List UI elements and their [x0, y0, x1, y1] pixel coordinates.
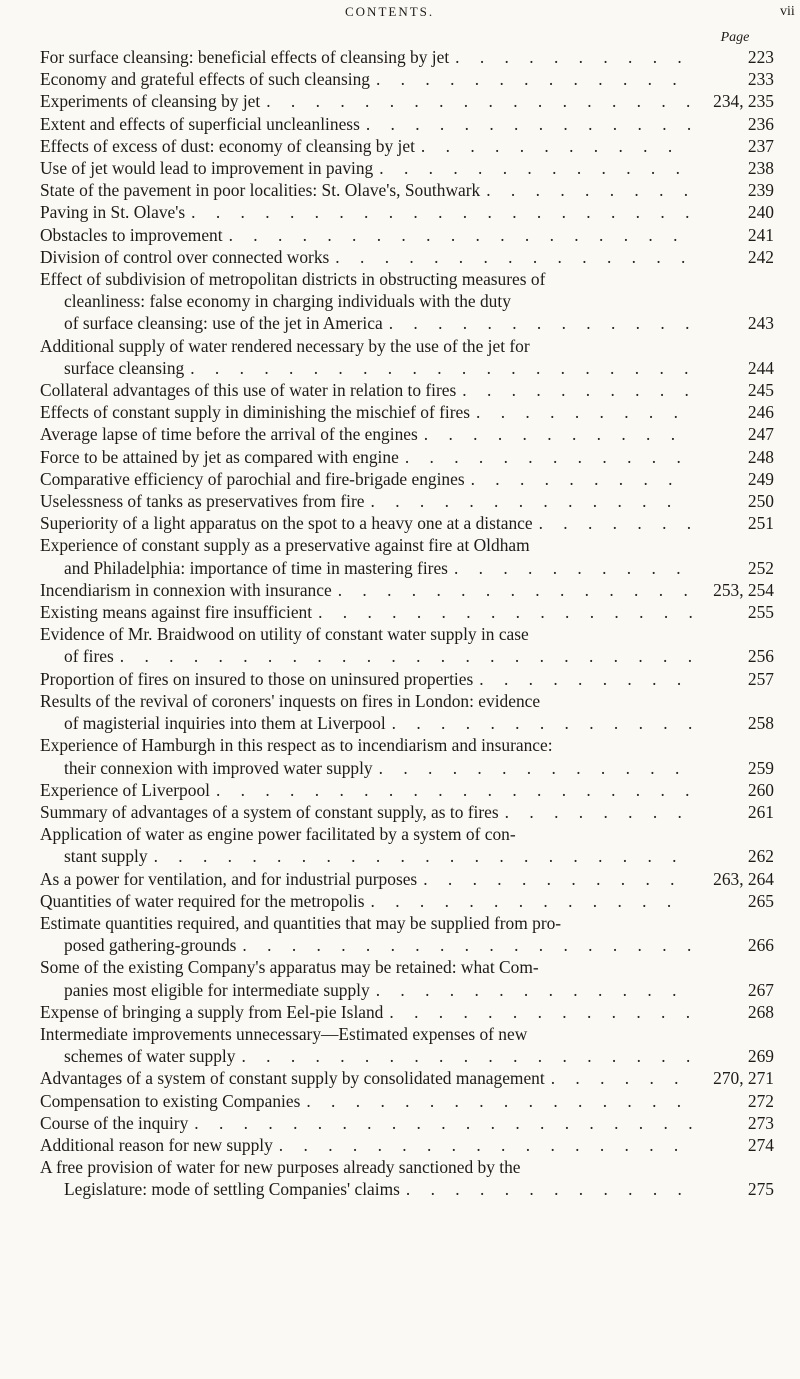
toc-entry-line: [40, 845, 786, 867]
toc-page-number: 253, 254: [713, 579, 774, 600]
toc-entry: [40, 423, 786, 445]
toc-page-number: 268: [747, 1001, 774, 1022]
dot-leader: [465, 468, 692, 490]
toc-page-number: 262: [747, 846, 774, 867]
dot-leader: [545, 1067, 692, 1089]
toc-entry: [40, 401, 786, 423]
toc-entry-line: [40, 1178, 786, 1200]
toc-page-number: 270, 271: [713, 1068, 774, 1089]
dot-leader: [114, 645, 692, 667]
toc-entry: [40, 46, 786, 68]
toc-entry-line: [40, 90, 786, 112]
table-of-contents: [40, 46, 786, 1201]
toc-entry-text: Legislature: mode of settling Companies' claims: [64, 1179, 400, 1200]
toc-page-number: 256: [747, 646, 774, 667]
toc-entry: [40, 690, 786, 734]
toc-entry-line: [40, 1134, 786, 1156]
dot-leader: [373, 157, 692, 179]
toc-entry-text: Incendiarism in connexion with insurance: [40, 579, 332, 600]
toc-entry-text: Economy and grateful effects of such cleansing: [40, 69, 370, 90]
toc-entry-text: Additional reason for new supply: [40, 1134, 273, 1155]
dot-leader: [235, 1045, 692, 1067]
toc-entry-line: [40, 601, 786, 623]
toc-entry-text: cleanliness: false economy in charging individuals with the duty: [64, 291, 511, 312]
toc-page-number: 248: [747, 446, 774, 467]
toc-entry: [40, 823, 786, 867]
toc-entry-text: posed gathering-grounds: [64, 935, 237, 956]
toc-entry-line: [40, 757, 786, 779]
toc-page-number: 265: [747, 890, 774, 911]
toc-page-number: 259: [747, 757, 774, 778]
toc-entry-text: Estimate quantities required, and quantities that may be supplied from pro-: [40, 912, 562, 933]
toc-entry-text: of magisterial inquiries into them at Liverpool: [64, 713, 386, 734]
dot-leader: [236, 934, 692, 956]
toc-page-number: 247: [747, 424, 774, 445]
dot-leader: [184, 357, 692, 379]
toc-entry-line: [40, 357, 786, 379]
toc-entry-text: Obstacles to improvement: [40, 224, 223, 245]
toc-entry: [40, 779, 786, 801]
toc-entry: [40, 1067, 786, 1089]
toc-entry-text: Effect of subdivision of metropolitan districts in obstructing measures of: [40, 269, 546, 290]
toc-entry-line: [40, 979, 786, 1001]
toc-entry-text: Average lapse of time before the arrival of the engines: [40, 424, 418, 445]
toc-page-number: 269: [747, 1046, 774, 1067]
toc-entry-line: [40, 224, 786, 246]
toc-entry-text: their connexion with improved water supply: [64, 757, 373, 778]
toc-entry-text: Uselessness of tanks as preservatives from fire: [40, 491, 365, 512]
dot-leader: [383, 312, 692, 334]
toc-entry-text: Experience of constant supply as a preservative against fire at Oldham: [40, 535, 530, 556]
toc-page-number: 258: [747, 713, 774, 734]
dot-leader: [473, 668, 692, 690]
toc-entry-line: [40, 823, 786, 845]
toc-entry: [40, 601, 786, 623]
toc-entry-line: [40, 157, 786, 179]
toc-page-number: 272: [747, 1090, 774, 1111]
folio-number: vii: [780, 4, 795, 19]
toc-entry-line: [40, 734, 786, 756]
toc-entry-line: [40, 335, 786, 357]
toc-page-number: 274: [747, 1134, 774, 1155]
toc-entry: [40, 734, 786, 778]
dot-leader: [148, 845, 692, 867]
toc-entry-text: State of the pavement in poor localities: St. Olave's, Southwark: [40, 180, 481, 201]
toc-entry-text: Superiority of a light apparatus on the spot to a heavy one at a distance: [40, 513, 533, 534]
toc-entry-line: [40, 534, 786, 556]
toc-entry-text: Evidence of Mr. Braidwood on utility of constant water supply in case: [40, 624, 529, 645]
dot-leader: [260, 90, 692, 112]
toc-page-number: 249: [747, 468, 774, 489]
toc-entry-line: [40, 868, 786, 890]
toc-page-number: 238: [747, 158, 774, 179]
toc-entry-text: Existing means against fire insufficient: [40, 602, 313, 623]
toc-entry: [40, 179, 786, 201]
toc-entry-line: [40, 490, 786, 512]
toc-entry-text: Use of jet would lead to improvement in paving: [40, 158, 374, 179]
toc-entry: [40, 157, 786, 179]
toc-page-number: 233: [747, 69, 774, 90]
toc-entry-text: Additional supply of water rendered necessary by the use of the jet for: [40, 335, 530, 356]
toc-entry: [40, 135, 786, 157]
toc-entry-line: [40, 446, 786, 468]
toc-entry: [40, 90, 786, 112]
dot-leader: [370, 68, 692, 90]
dot-leader: [448, 557, 692, 579]
toc-page-number: 223: [747, 47, 774, 67]
toc-entry-text: surface cleansing: [64, 357, 185, 378]
toc-entry-line: [40, 312, 786, 334]
toc-entry-text: A free provision of water for new purposes already sanctioned by the: [40, 1157, 521, 1178]
dot-leader: [400, 1178, 692, 1200]
toc-entry-line: [40, 290, 786, 312]
toc-entry-line: [40, 801, 786, 823]
toc-entry: [40, 1001, 786, 1023]
toc-entry-line: [40, 1067, 786, 1089]
toc-entry-text: Experience of Hamburgh in this respect as to incendiarism and insurance:: [40, 735, 553, 756]
toc-entry-line: [40, 557, 786, 579]
toc-entry-text: Results of the revival of coroners' inquests on fires in London: evidence: [40, 690, 541, 711]
toc-entry: [40, 1134, 786, 1156]
toc-page-number: 251: [747, 513, 774, 534]
dot-leader: [480, 179, 692, 201]
dot-leader: [223, 224, 692, 246]
toc-entry-text: stant supply: [64, 846, 148, 867]
toc-entry-line: [40, 956, 786, 978]
toc-page-number: 241: [747, 224, 774, 245]
toc-entry: [40, 1156, 786, 1200]
toc-page-number: 246: [747, 402, 774, 423]
toc-page-number: 240: [747, 202, 774, 223]
toc-entry-line: [40, 934, 786, 956]
toc-entry-line: [40, 579, 786, 601]
dot-leader: [365, 490, 692, 512]
toc-entry: [40, 1023, 786, 1067]
toc-entry: [40, 268, 786, 335]
dot-leader: [499, 801, 692, 823]
toc-entry-line: [40, 1001, 786, 1023]
toc-entry-line: [40, 46, 786, 68]
dot-leader: [312, 601, 692, 623]
dot-leader: [533, 512, 692, 534]
toc-entry-line: [40, 468, 786, 490]
dot-leader: [365, 890, 692, 912]
dot-leader: [383, 1001, 692, 1023]
dot-leader: [370, 979, 692, 1001]
toc-entry-line: [40, 690, 786, 712]
dot-leader: [210, 779, 692, 801]
toc-entry-line: [40, 68, 786, 90]
toc-entry-text: Summary of advantages of a system of constant supply, as to fires: [40, 801, 499, 822]
toc-entry-text: of surface cleansing: use of the jet in America: [64, 313, 383, 334]
running-title: CONTENTS.: [345, 4, 435, 19]
toc-entry: [40, 912, 786, 956]
toc-entry-text: As a power for ventilation, and for industrial purposes: [40, 868, 418, 889]
dot-leader: [273, 1134, 692, 1156]
toc-entry-text: Effects of excess of dust: economy of cleansing by jet: [40, 135, 415, 156]
toc-entry: [40, 1090, 786, 1112]
toc-entry-line: [40, 668, 786, 690]
dot-leader: [360, 113, 692, 135]
toc-entry-text: Comparative efficiency of parochial and fire-brigade engines: [40, 468, 465, 489]
toc-entry-line: [40, 1023, 786, 1045]
toc-entry: [40, 534, 786, 578]
toc-page-number: 257: [747, 668, 774, 689]
toc-entry-line: [40, 423, 786, 445]
toc-entry-text: and Philadelphia: importance of time in mastering fires: [64, 557, 448, 578]
toc-entry-text: Advantages of a system of constant supply by consolidated management: [40, 1068, 545, 1089]
dot-leader: [185, 201, 692, 223]
toc-page-number: 237: [747, 135, 774, 156]
toc-entry-line: [40, 1156, 786, 1178]
toc-entry-text: schemes of water supply: [64, 1046, 236, 1067]
toc-entry: [40, 956, 786, 1000]
toc-page-number: 275: [747, 1179, 774, 1200]
toc-entry: [40, 224, 786, 246]
toc-page-number: 263, 264: [713, 868, 774, 889]
dot-leader: [399, 446, 692, 468]
toc-entry-text: Expense of bringing a supply from Eel-pie Island: [40, 1001, 384, 1022]
toc-entry-text: Division of control over connected works: [40, 246, 330, 267]
toc-entry-text: of fires: [64, 646, 114, 667]
toc-entry-line: [40, 113, 786, 135]
toc-entry: [40, 468, 786, 490]
toc-entry-text: panies most eligible for intermediate supply: [64, 979, 370, 1000]
toc-entry: [40, 890, 786, 912]
toc-entry-line: [40, 512, 786, 534]
dot-leader: [417, 868, 692, 890]
toc-page-number: 252: [747, 557, 774, 578]
dot-leader: [329, 246, 692, 268]
toc-entry-line: [40, 135, 786, 157]
toc-entry-line: [40, 912, 786, 934]
dot-leader: [300, 1090, 692, 1112]
toc-entry-text: Intermediate improvements unnecessary—Estimated expenses of new: [40, 1023, 528, 1044]
toc-entry-text: Application of water as engine power facilitated by a system of con-: [40, 824, 516, 845]
dot-leader: [415, 135, 692, 157]
dot-leader: [470, 401, 692, 423]
toc-entry-line: [40, 201, 786, 223]
toc-page-number: 260: [747, 779, 774, 800]
dot-leader: [332, 579, 692, 601]
toc-entry-text: Effects of constant supply in diminishing the mischief of fires: [40, 402, 471, 423]
dot-leader: [449, 46, 692, 68]
toc-entry: [40, 335, 786, 379]
toc-page-number: 245: [747, 380, 774, 401]
toc-entry-text: Proportion of fires on insured to those on uninsured properties: [40, 668, 474, 689]
toc-entry: [40, 490, 786, 512]
dot-leader: [386, 712, 692, 734]
toc-page-number: 261: [747, 801, 774, 822]
dot-leader: [418, 423, 692, 445]
toc-entry-line: [40, 890, 786, 912]
toc-entry: [40, 379, 786, 401]
toc-entry-line: [40, 645, 786, 667]
toc-entry: [40, 801, 786, 823]
toc-entry-text: Course of the inquiry: [40, 1112, 189, 1133]
toc-entry-text: Force to be attained by jet as compared with engine: [40, 446, 399, 467]
toc-page-number: 244: [747, 357, 774, 378]
toc-page-number: 250: [747, 491, 774, 512]
toc-entry: [40, 868, 786, 890]
toc-entry-line: [40, 1045, 786, 1067]
toc-page-number: 267: [747, 979, 774, 1000]
toc-entry-text: For surface cleansing: beneficial effects of cleansing by jet: [40, 47, 450, 67]
toc-entry: [40, 668, 786, 690]
toc-entry: [40, 113, 786, 135]
toc-entry-text: Some of the existing Company's apparatus may be retained: what Com-: [40, 957, 539, 978]
page-column-label: Page: [720, 30, 750, 45]
toc-entry-text: Collateral advantages of this use of water in relation to fires: [40, 380, 457, 401]
dot-leader: [373, 757, 692, 779]
page-header: [0, 0, 800, 30]
toc-entry-text: Experience of Liverpool: [40, 779, 210, 800]
dot-leader: [188, 1112, 692, 1134]
toc-entry: [40, 68, 786, 90]
toc-page-number: 266: [747, 935, 774, 956]
toc-entry: [40, 446, 786, 468]
toc-entry-line: [40, 268, 786, 290]
toc-page-number: 255: [747, 602, 774, 623]
toc-entry-line: [40, 401, 786, 423]
toc-page-number: 273: [747, 1112, 774, 1133]
toc-page-number: 243: [747, 313, 774, 334]
toc-entry-text: Compensation to existing Companies: [40, 1090, 301, 1111]
toc-entry: [40, 246, 786, 268]
toc-entry-line: [40, 1112, 786, 1134]
toc-entry: [40, 512, 786, 534]
toc-entry-line: [40, 779, 786, 801]
toc-entry-line: [40, 379, 786, 401]
toc-entry: [40, 201, 786, 223]
toc-entry-line: [40, 712, 786, 734]
toc-page-number: 239: [747, 180, 774, 201]
toc-page-number: 236: [747, 113, 774, 134]
toc-entry-line: [40, 246, 786, 268]
toc-entry: [40, 579, 786, 601]
toc-entry-text: Paving in St. Olave's: [40, 202, 186, 223]
toc-entry-text: Extent and effects of superficial uncleanliness: [40, 113, 360, 134]
toc-entry: [40, 623, 786, 667]
toc-entry-line: [40, 1090, 786, 1112]
toc-entry-text: Quantities of water required for the metropolis: [40, 890, 365, 911]
toc-entry-line: [40, 623, 786, 645]
toc-entry: [40, 1112, 786, 1134]
toc-entry-line: [40, 179, 786, 201]
toc-page-number: 242: [747, 246, 774, 267]
toc-entry-text: Experiments of cleansing by jet: [40, 91, 261, 112]
dot-leader: [456, 379, 692, 401]
toc-page-number: 234, 235: [713, 91, 774, 112]
